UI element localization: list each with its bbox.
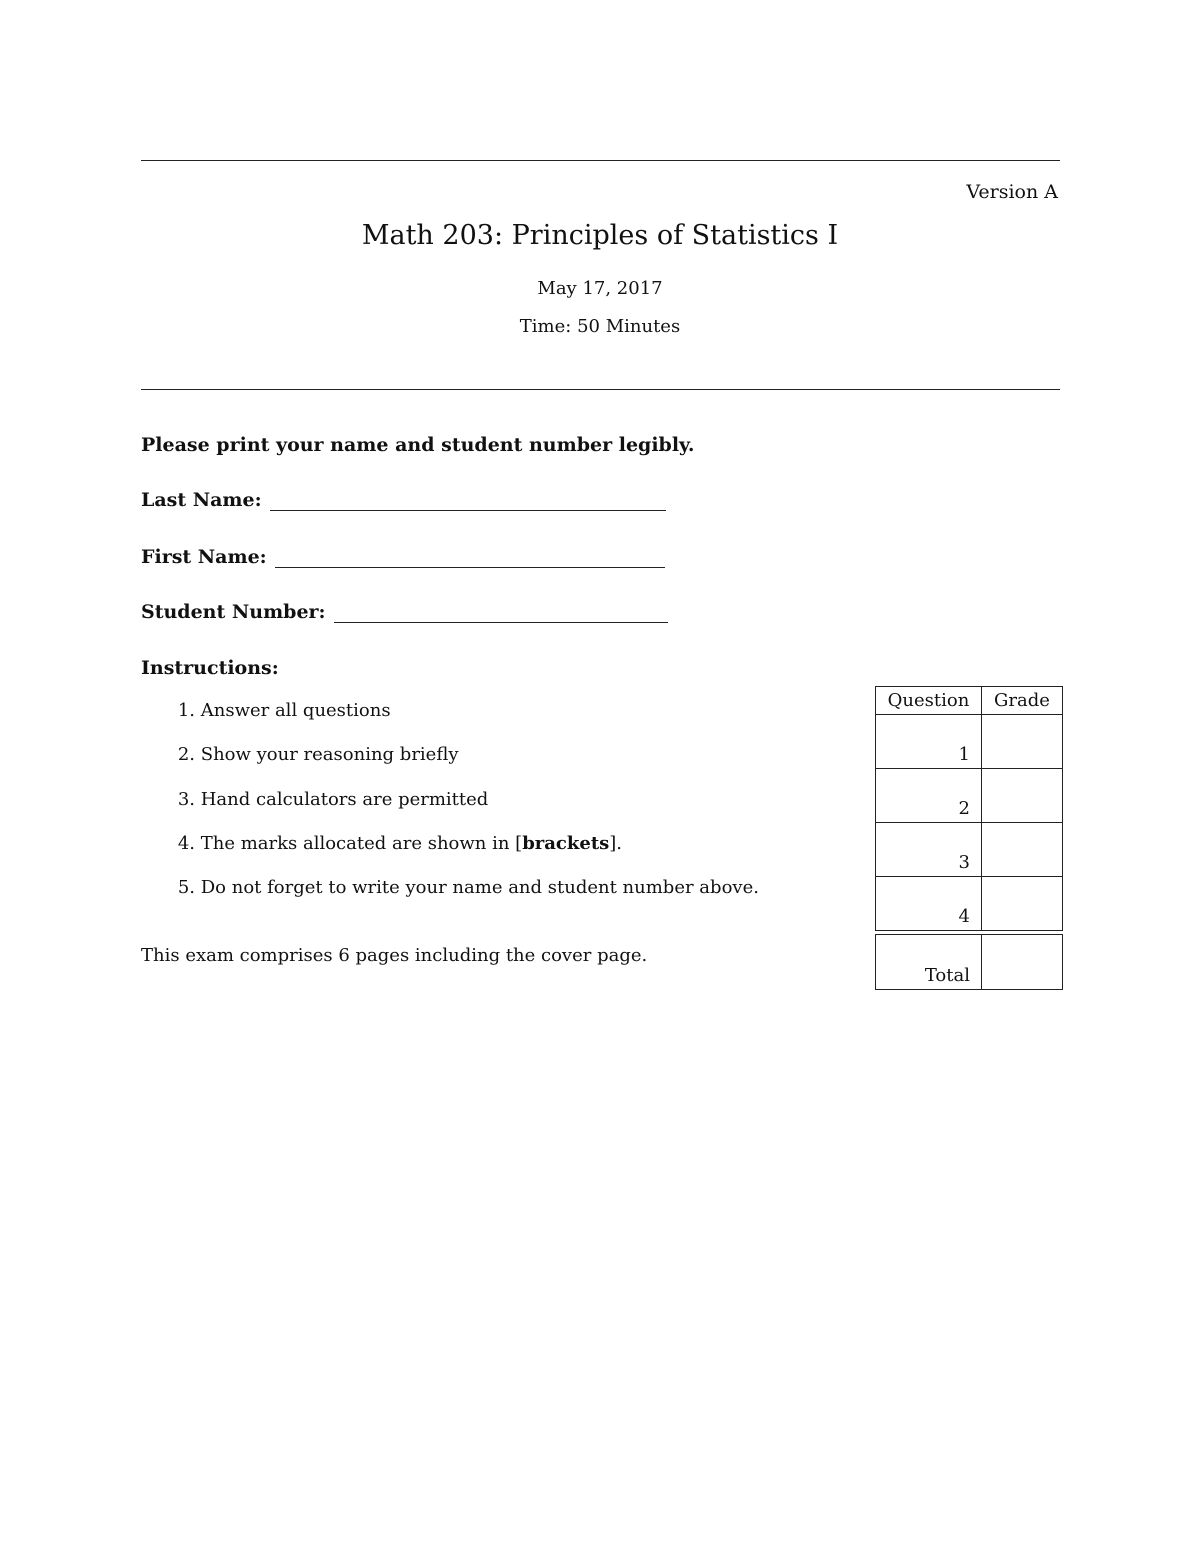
table-row: [875, 877, 1063, 931]
print-name-prompt: Please print your name and student number legibly.: [141, 434, 695, 456]
table-row: [875, 769, 1063, 823]
table-row: [875, 715, 1063, 769]
list-item-text-bold: brackets: [522, 832, 610, 854]
list-item: [160, 744, 759, 788]
list-item-text-before: The marks allocated are shown in [: [200, 832, 523, 854]
table-row: [875, 823, 1063, 877]
question-column-header: Question: [876, 687, 982, 714]
list-item-number: 2.: [177, 744, 195, 766]
list-item-text: [201, 833, 622, 854]
total-label: Total: [876, 935, 982, 989]
student-number-field[interactable]: [141, 601, 668, 623]
list-item-text: Hand calculators are permitted: [200, 788, 489, 810]
list-item-number: 4.: [177, 832, 195, 854]
total-grade-cell[interactable]: [982, 935, 1062, 989]
question-number: 4: [876, 877, 982, 930]
grade-cell[interactable]: [982, 715, 1062, 768]
list-item: [160, 877, 759, 921]
instructions-heading: Instructions:: [141, 657, 279, 679]
grade-column-header: Grade: [994, 690, 1050, 711]
version-label: Version A: [966, 181, 1058, 203]
first-name-label: First Name:: [141, 546, 267, 568]
question-number: 2: [876, 769, 982, 822]
first-name-field[interactable]: [141, 546, 665, 568]
list-item-text-after: ].: [609, 832, 623, 854]
bottom-rule: [141, 389, 1060, 390]
grade-cell[interactable]: [982, 877, 1062, 930]
grade-table-header: [875, 686, 1063, 715]
list-item-text: Answer all questions: [200, 700, 391, 721]
grade-table: [875, 686, 1063, 990]
last-name-blank[interactable]: [270, 492, 666, 511]
question-number: 1: [876, 715, 982, 768]
list-item-number: 5.: [177, 877, 195, 899]
exam-date: May 17, 2017: [537, 278, 663, 299]
page-title: Math 203: Principles of Statistics I: [361, 220, 839, 251]
top-rule: [141, 160, 1060, 161]
question-number: 3: [876, 823, 982, 876]
total-row: [875, 934, 1063, 990]
instructions-list: [160, 700, 759, 921]
list-item-number: 3.: [177, 788, 195, 810]
last-name-label: Last Name:: [141, 489, 262, 511]
last-name-field[interactable]: [141, 489, 666, 511]
exam-time: Time: 50 Minutes: [519, 316, 681, 337]
grade-cell[interactable]: [982, 823, 1062, 876]
list-item: [160, 833, 759, 877]
list-item-text: Do not forget to write your name and student number above.: [200, 877, 759, 899]
page-count-note: This exam comprises 6 pages including the cover page.: [141, 945, 648, 966]
student-number-blank[interactable]: [334, 604, 668, 623]
list-item-text: Show your reasoning briefly: [200, 744, 459, 766]
grade-cell[interactable]: [982, 769, 1062, 822]
list-item: [160, 700, 759, 744]
student-number-label: Student Number:: [141, 601, 326, 623]
first-name-blank[interactable]: [275, 549, 665, 568]
list-item-number: 1.: [177, 700, 195, 721]
list-item: [160, 789, 759, 833]
